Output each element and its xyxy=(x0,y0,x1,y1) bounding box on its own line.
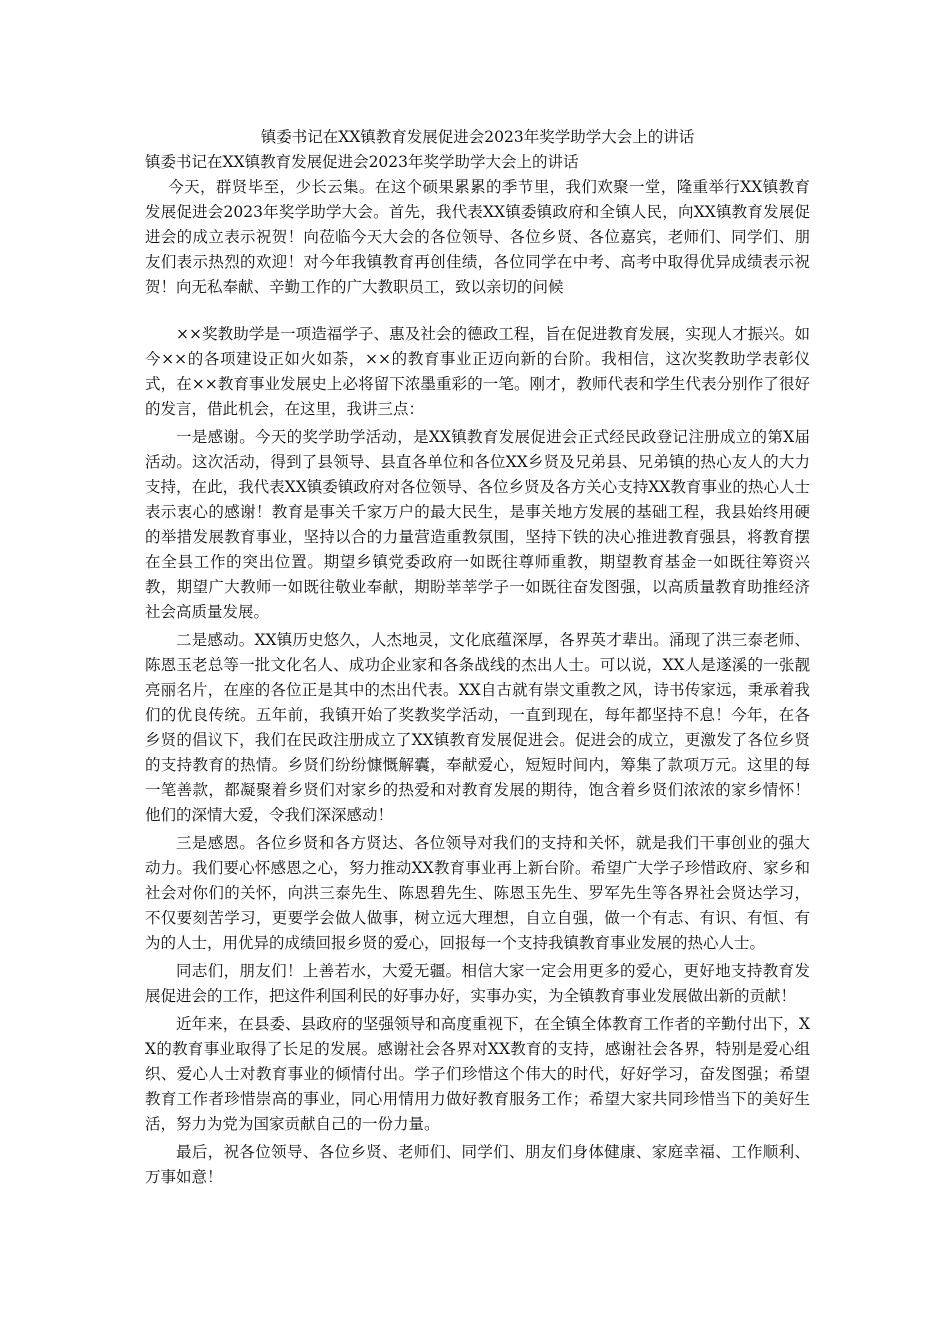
paragraph-preface: ××奖教助学是一项造福学子、惠及社会的德政工程，旨在促进教育发展，实现人才振兴。如今××的各项建设正如火如荼，××的教育事业正迈向新的台阶。我相信，这次奖教助学表彰仪式，在××教育事业发展史上必将留下浓墨重彩的一笔。刚才，教师代表和学生代表分别作了很好的发言，借此机会，在这里，我讲三点： xyxy=(145,325,810,418)
document-subtitle: 镇委书记在XX镇教育发展促进会2023年奖学助学大会上的讲话 xyxy=(145,153,579,171)
paragraph-recent-years: 近年来，在县委、县政府的坚强领导和高度重视下，在全镇全体教育工作者的辛勤付出下，XX的教育事业取得了长足的发展。感谢社会各界对XX教育的支持，感谢社会各界，特别是爱心组织、爱心人士对教育事业的倾情付出。学子们珍惜这个伟大的时代，好好学习，奋发图强；希望教育工作者珍惜崇高的事业，同心用情用力做好教育服务工作；希望大家共同珍惜当下的美好生活，努力为党为国家贡献自己的一份力量。 xyxy=(145,1015,810,1133)
paragraph-closing: 最后，祝各位领导、各位乡贤、老师们、同学们、朋友们身体健康、家庭幸福、工作顺利、万事如意！ xyxy=(145,1143,810,1186)
paragraph-gap xyxy=(145,300,810,322)
paragraph-moved: 二是感动。XX镇历史悠久，人杰地灵，文化底蕴深厚，各界英才辈出。涌现了洪三泰老师、陈恩玉老总等一批文化名人、成功企业家和各条战线的杰出人士。可以说，XX人是遂溪的一张靓亮丽名片，在座的各位正是其中的杰出代表。XX自古就有崇文重教之风，诗书传家远，秉承着我们的优良传统。五年前，我镇开始了奖教奖学活动，一直到现在，每年都坚持不息！今年，在各乡贤的倡议下，我们在民政注册成立了XX镇教育发展促进会。促进会的成立，更激发了各位乡贤的支持教育的热情。乡贤们纷纷慷慨解囊，奉献爱心，短短时间内，筹集了款项万元。这里的每一笔善款，都凝聚着乡贤们对家乡的热爱和对教育发展的期待，饱含着乡贤们浓浓的家乡情怀！他们的深情大爱，令我们深深感动！ xyxy=(145,631,810,824)
paragraph-opening: 今天，群贤毕至，少长云集。在这个硕果累累的季节里，我们欢聚一堂，隆重举行XX镇教育发展促进会2023年奖学助学大会。首先，我代表XX镇委镇政府和全镇人民，向XX镇教育发展促进会的成立表示祝贺！向莅临今天大会的各位领导、各位乡贤、各位嘉宾，老师们、同学们、朋友们表示热烈的欢迎！对今年我镇教育再创佳绩，各位同学在中考、高考中取得优异成绩表示祝贺！向无私奉献、辛勤工作的广大教职员工，致以亲切的问候 xyxy=(145,178,810,296)
paragraph-gratitude: 三是感恩。各位乡贤和各方贤达、各位领导对我们的支持和关怀，就是我们干事创业的强大动力。我们要心怀感恩之心，努力推动XX教育事业再上新台阶。希望广大学子珍惜政府、家乡和社会对你们的关怀，向洪三泰先生、陈恩碧先生、陈恩玉先生、罗军先生等各界社会贤达学习，不仅要刻苦学习，更要学会做人做事，树立远大理想，自立自强，做一个有志、有识、有恒、有为的人士，用优异的成绩回报乡贤的爱心，回报每一个支持我镇教育事业发展的热心人士。 xyxy=(145,834,810,952)
document-title: 镇委书记在XX镇教育发展促进会2023年奖学助学大会上的讲话 xyxy=(260,128,695,146)
document-page xyxy=(145,125,810,1190)
paragraph-comrades: 同志们，朋友们！上善若水，大爱无疆。相信大家一定会用更多的爱心，更好地支持教育发展促进会的工作，把这件利国利民的好事办好，实事办实，为全镇教育事业发展做出新的贡献！ xyxy=(145,962,810,1005)
paragraph-thanks: 一是感谢。今天的奖学助学活动，是XX镇教育发展促进会正式经民政登记注册成立的第X届活动。这次活动，得到了县领导、县直各单位和各位XX乡贤及兄弟县、兄弟镇的热心友人的大力支持，在此，我代表XX镇委镇政府对各位领导、各位乡贤及各方关心支持XX教育事业的热心人士表示衷心的感谢！教育是事关千家万户的最大民生，是事关地方发展的基础工程，我县始终用硬的举措发展教育事业，坚持以合的力量营造重教氛围，坚持下铁的决心推进教育强县，将教育摆在全县工作的突出位置。期望乡镇党委政府一如既往尊师重教，期望教育基金一如既往筹资兴教，期望广大教师一如既往敬业奉献，期盼莘莘学子一如既往奋发图强，以高质量教育助推经济社会高质量发展。 xyxy=(145,428,810,621)
